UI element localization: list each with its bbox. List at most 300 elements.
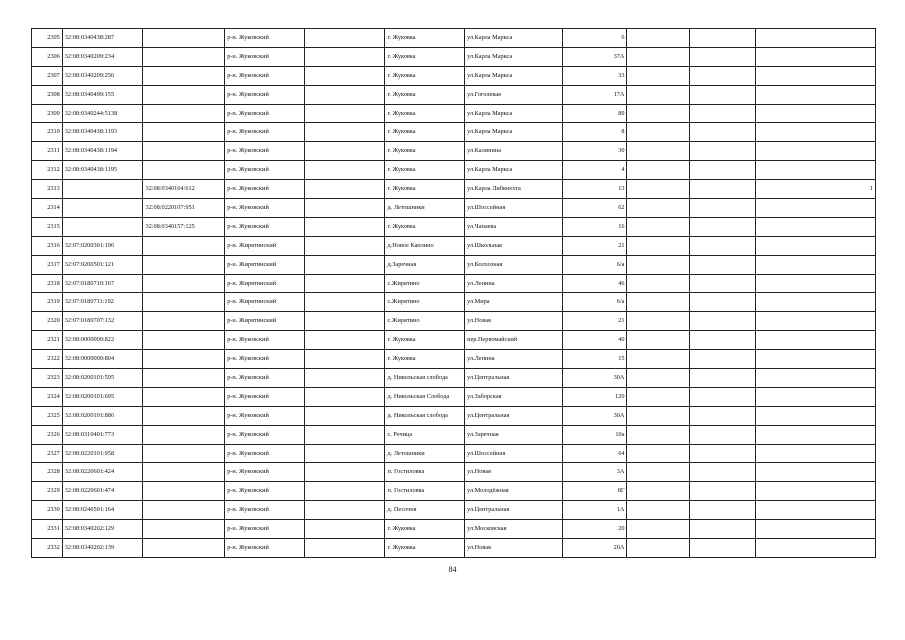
house-number-cell: 30А xyxy=(562,406,627,425)
cadastral-number-cell xyxy=(62,180,143,199)
settlement-cell: г. Жуковка xyxy=(385,47,465,66)
street-cell: ул.Калинина xyxy=(465,142,563,161)
table-row xyxy=(32,29,876,48)
district-cell: р-н. Жуковский xyxy=(225,199,305,218)
count-cell xyxy=(755,161,875,180)
empty-cell xyxy=(304,350,385,369)
cadastral-number-cell: 32:08:0340438:287 xyxy=(62,29,143,48)
house-number-cell: 4 xyxy=(562,161,627,180)
table-row xyxy=(32,482,876,501)
empty-cell xyxy=(627,199,690,218)
empty-cell xyxy=(627,369,690,388)
house-number-cell: 62 xyxy=(562,199,627,218)
district-cell: р-н. Жирятинский xyxy=(225,236,305,255)
street-cell: ул.Карла Маркса xyxy=(465,66,563,85)
row-number-cell: 2325 xyxy=(32,406,63,425)
empty-cell xyxy=(304,217,385,236)
cadastral-number-cell: 32:08:0000000:804 xyxy=(62,350,143,369)
cadastral-number-cell: 32:08:0200101:695 xyxy=(62,387,143,406)
district-cell: р-н. Жуковский xyxy=(225,123,305,142)
street-cell: ул.Заречная xyxy=(465,425,563,444)
empty-cell xyxy=(304,236,385,255)
empty-cell xyxy=(690,47,756,66)
house-number-cell: 33 xyxy=(562,66,627,85)
settlement-cell: г. Жуковка xyxy=(385,66,465,85)
house-number-cell: 8Г xyxy=(562,482,627,501)
empty-cell xyxy=(690,331,756,350)
settlement-cell: г. Жуковка xyxy=(385,142,465,161)
street-cell: ул.Чапаева xyxy=(465,217,563,236)
row-number-cell: 2321 xyxy=(32,331,63,350)
cadastral-number-alt-cell xyxy=(143,463,225,482)
settlement-cell: д. Никольская слобода xyxy=(385,369,465,388)
cadastral-number-alt-cell xyxy=(143,482,225,501)
table-row xyxy=(32,217,876,236)
empty-cell xyxy=(304,29,385,48)
cadastral-number-cell xyxy=(62,217,143,236)
district-cell: р-н. Жуковский xyxy=(225,217,305,236)
settlement-cell: г. Жуковка xyxy=(385,123,465,142)
count-cell xyxy=(755,387,875,406)
empty-cell xyxy=(627,520,690,539)
cadastral-number-alt-cell xyxy=(143,274,225,293)
empty-cell xyxy=(304,482,385,501)
settlement-cell: с.Жирятино xyxy=(385,312,465,331)
district-cell: р-н. Жуковский xyxy=(225,463,305,482)
empty-cell xyxy=(304,501,385,520)
count-cell xyxy=(755,47,875,66)
table-row xyxy=(32,274,876,293)
cadastral-number-alt-cell xyxy=(143,236,225,255)
cadastral-number-alt-cell xyxy=(143,520,225,539)
house-number-cell: 6/а xyxy=(562,255,627,274)
cadastral-number-alt-cell xyxy=(143,331,225,350)
empty-cell xyxy=(690,29,756,48)
cadastral-number-cell: 32:08:0310401:773 xyxy=(62,425,143,444)
empty-cell xyxy=(627,104,690,123)
count-cell xyxy=(755,406,875,425)
empty-cell xyxy=(690,180,756,199)
street-cell: ул.Карла Маркса xyxy=(465,104,563,123)
cadastral-number-cell: 32:08:0200101:595 xyxy=(62,369,143,388)
row-number-cell: 2328 xyxy=(32,463,63,482)
cadastral-number-cell: 32:08:0220601:424 xyxy=(62,463,143,482)
count-cell xyxy=(755,501,875,520)
street-cell: ул.Московская xyxy=(465,520,563,539)
table-row xyxy=(32,369,876,388)
empty-cell xyxy=(627,217,690,236)
house-number-cell: 21 xyxy=(562,312,627,331)
district-cell: р-н. Жуковский xyxy=(225,66,305,85)
count-cell xyxy=(755,274,875,293)
row-number-cell: 2331 xyxy=(32,520,63,539)
count-cell xyxy=(755,463,875,482)
register-table xyxy=(31,28,876,558)
empty-cell xyxy=(627,255,690,274)
empty-cell xyxy=(304,142,385,161)
table-row xyxy=(32,104,876,123)
street-cell: ул.Центральная xyxy=(465,406,563,425)
cadastral-number-alt-cell xyxy=(143,85,225,104)
street-cell: ул.Школьная xyxy=(465,236,563,255)
row-number-cell: 2308 xyxy=(32,85,63,104)
row-number-cell: 2309 xyxy=(32,104,63,123)
row-number-cell: 2320 xyxy=(32,312,63,331)
count-cell xyxy=(755,425,875,444)
house-number-cell: 13 xyxy=(562,180,627,199)
house-number-cell: 30 xyxy=(562,142,627,161)
empty-cell xyxy=(627,161,690,180)
district-cell: р-н. Жуковский xyxy=(225,104,305,123)
row-number-cell: 2313 xyxy=(32,180,63,199)
district-cell: р-н. Жуковский xyxy=(225,29,305,48)
settlement-cell: с. Речица xyxy=(385,425,465,444)
district-cell: р-н. Жирятинский xyxy=(225,255,305,274)
cadastral-number-alt-cell xyxy=(143,501,225,520)
empty-cell xyxy=(690,539,756,558)
cadastral-number-cell: 32:08:0340202:129 xyxy=(62,520,143,539)
count-cell xyxy=(755,104,875,123)
empty-cell xyxy=(627,350,690,369)
table-row xyxy=(32,236,876,255)
street-cell: ул.Ленина xyxy=(465,274,563,293)
cadastral-number-cell: 32:08:0340244:5138 xyxy=(62,104,143,123)
district-cell: р-н. Жуковский xyxy=(225,161,305,180)
table-row xyxy=(32,331,876,350)
cadastral-number-alt-cell xyxy=(143,312,225,331)
row-number-cell: 2318 xyxy=(32,274,63,293)
empty-cell xyxy=(627,463,690,482)
cadastral-number-cell: 32:08:0340499:155 xyxy=(62,85,143,104)
cadastral-number-alt-cell xyxy=(143,161,225,180)
house-number-cell: 6/а xyxy=(562,293,627,312)
count-cell xyxy=(755,520,875,539)
settlement-cell: г. Жуковка xyxy=(385,180,465,199)
street-cell: ул.Мира xyxy=(465,293,563,312)
cadastral-number-alt-cell xyxy=(143,406,225,425)
count-cell xyxy=(755,255,875,274)
row-number-cell: 2306 xyxy=(32,47,63,66)
house-number-cell: 30А xyxy=(562,369,627,388)
cadastral-number-alt-cell xyxy=(143,350,225,369)
house-number-cell: 17А xyxy=(562,85,627,104)
empty-cell xyxy=(690,199,756,218)
street-cell: ул.Молодёжная xyxy=(465,482,563,501)
empty-cell xyxy=(690,161,756,180)
empty-cell xyxy=(690,387,756,406)
table-row xyxy=(32,47,876,66)
cadastral-number-alt-cell xyxy=(143,123,225,142)
street-cell: ул.Карла Либкнехта xyxy=(465,180,563,199)
district-cell: р-н. Жуковский xyxy=(225,387,305,406)
table-row xyxy=(32,199,876,218)
empty-cell xyxy=(304,293,385,312)
district-cell: р-н. Жуковский xyxy=(225,350,305,369)
cadastral-number-alt-cell xyxy=(143,369,225,388)
cadastral-number-alt-cell xyxy=(143,255,225,274)
row-number-cell: 2315 xyxy=(32,217,63,236)
house-number-cell: 64 xyxy=(562,444,627,463)
settlement-cell: д. Летошники xyxy=(385,444,465,463)
empty-cell xyxy=(304,274,385,293)
table-row xyxy=(32,161,876,180)
row-number-cell: 2322 xyxy=(32,350,63,369)
settlement-cell: д.Заречная xyxy=(385,255,465,274)
street-cell: ул.Карла Маркса xyxy=(465,29,563,48)
empty-cell xyxy=(304,161,385,180)
cadastral-number-alt-cell xyxy=(143,104,225,123)
empty-cell xyxy=(627,274,690,293)
empty-cell xyxy=(627,312,690,331)
settlement-cell: д. Никольская слобода xyxy=(385,406,465,425)
empty-cell xyxy=(304,539,385,558)
house-number-cell: 3А xyxy=(562,463,627,482)
street-cell: ул.Карла Маркса xyxy=(465,161,563,180)
district-cell: р-н. Жуковский xyxy=(225,501,305,520)
settlement-cell: д.Новое Каплино xyxy=(385,236,465,255)
cadastral-number-cell: 32:07:0200301:196 xyxy=(62,236,143,255)
empty-cell xyxy=(304,47,385,66)
settlement-cell: г. Жуковка xyxy=(385,161,465,180)
district-cell: р-н. Жуковский xyxy=(225,47,305,66)
cadastral-number-alt-cell xyxy=(143,444,225,463)
table-row xyxy=(32,406,876,425)
empty-cell xyxy=(627,293,690,312)
empty-cell xyxy=(304,463,385,482)
count-cell xyxy=(755,293,875,312)
settlement-cell: г. Жуковка xyxy=(385,104,465,123)
house-number-cell: 89 xyxy=(562,104,627,123)
empty-cell xyxy=(690,482,756,501)
count-cell xyxy=(755,123,875,142)
table-row xyxy=(32,85,876,104)
house-number-cell: 20 xyxy=(562,520,627,539)
row-number-cell: 2314 xyxy=(32,199,63,218)
empty-cell xyxy=(304,85,385,104)
row-number-cell: 2316 xyxy=(32,236,63,255)
house-number-cell: 1А xyxy=(562,501,627,520)
settlement-cell: г. Жуковка xyxy=(385,331,465,350)
cadastral-number-alt-cell xyxy=(143,66,225,85)
district-cell: р-н. Жуковский xyxy=(225,520,305,539)
settlement-cell: г. Жуковка xyxy=(385,29,465,48)
cadastral-number-alt-cell xyxy=(143,539,225,558)
cadastral-number-cell: 32:08:0220601:474 xyxy=(62,482,143,501)
table-row xyxy=(32,312,876,331)
empty-cell xyxy=(304,425,385,444)
house-number-cell: 10а xyxy=(562,425,627,444)
cadastral-number-cell: 32:08:0220101:958 xyxy=(62,444,143,463)
street-cell: ул.Центральная xyxy=(465,501,563,520)
table-row xyxy=(32,520,876,539)
house-number-cell: 40 xyxy=(562,331,627,350)
district-cell: р-н. Жуковский xyxy=(225,85,305,104)
house-number-cell: 37А xyxy=(562,47,627,66)
empty-cell xyxy=(690,463,756,482)
cadastral-number-alt-cell xyxy=(143,29,225,48)
empty-cell xyxy=(690,293,756,312)
district-cell: р-н. Жирятинский xyxy=(225,274,305,293)
count-cell xyxy=(755,236,875,255)
house-number-cell: 6 xyxy=(562,29,627,48)
empty-cell xyxy=(627,85,690,104)
cadastral-number-cell xyxy=(62,199,143,218)
street-cell: ул.Шоссейная xyxy=(465,199,563,218)
settlement-cell: г. Жуковка xyxy=(385,85,465,104)
table-row xyxy=(32,123,876,142)
street-cell: ул.Новая xyxy=(465,312,563,331)
empty-cell xyxy=(627,123,690,142)
table-row xyxy=(32,463,876,482)
street-cell: ул.Новая xyxy=(465,539,563,558)
cadastral-number-cell: 32:08:0240501:164 xyxy=(62,501,143,520)
empty-cell xyxy=(690,104,756,123)
empty-cell xyxy=(627,180,690,199)
table-row xyxy=(32,539,876,558)
count-cell xyxy=(755,66,875,85)
table-row xyxy=(32,350,876,369)
street-cell: ул.Карла Маркса xyxy=(465,123,563,142)
empty-cell xyxy=(690,520,756,539)
settlement-cell: с.Жирятино xyxy=(385,274,465,293)
row-number-cell: 2307 xyxy=(32,66,63,85)
street-cell: ул.Карла Маркса xyxy=(465,47,563,66)
empty-cell xyxy=(304,406,385,425)
count-cell xyxy=(755,217,875,236)
house-number-cell: 20А xyxy=(562,539,627,558)
row-number-cell: 2324 xyxy=(32,387,63,406)
house-number-cell: 21 xyxy=(562,236,627,255)
table-row xyxy=(32,501,876,520)
empty-cell xyxy=(690,66,756,85)
row-number-cell: 2329 xyxy=(32,482,63,501)
empty-cell xyxy=(304,255,385,274)
page-number: 84 xyxy=(448,565,457,574)
empty-cell xyxy=(627,425,690,444)
district-cell: р-н. Жуковский xyxy=(225,406,305,425)
row-number-cell: 2311 xyxy=(32,142,63,161)
table-row xyxy=(32,66,876,85)
empty-cell xyxy=(690,142,756,161)
cadastral-number-cell: 32:07:0200501:121 xyxy=(62,255,143,274)
cadastral-number-alt-cell: 32:08:0340157:125 xyxy=(143,217,225,236)
empty-cell xyxy=(690,255,756,274)
row-number-cell: 2326 xyxy=(32,425,63,444)
table-row xyxy=(32,180,876,199)
table-row xyxy=(32,255,876,274)
cadastral-number-cell: 32:08:0340438:1193 xyxy=(62,123,143,142)
table-row xyxy=(32,293,876,312)
empty-cell xyxy=(627,539,690,558)
empty-cell xyxy=(690,501,756,520)
empty-cell xyxy=(690,444,756,463)
empty-cell xyxy=(627,29,690,48)
cadastral-number-alt-cell xyxy=(143,47,225,66)
cadastral-number-alt-cell xyxy=(143,293,225,312)
district-cell: р-н. Жуковский xyxy=(225,142,305,161)
count-cell xyxy=(755,369,875,388)
empty-cell xyxy=(690,312,756,331)
empty-cell xyxy=(627,331,690,350)
count-cell xyxy=(755,539,875,558)
count-cell xyxy=(755,444,875,463)
empty-cell xyxy=(304,66,385,85)
district-cell: р-н. Жуковский xyxy=(225,331,305,350)
table-row xyxy=(32,425,876,444)
empty-cell xyxy=(627,142,690,161)
count-cell: 1 xyxy=(755,180,875,199)
count-cell xyxy=(755,142,875,161)
empty-cell xyxy=(690,350,756,369)
empty-cell xyxy=(627,66,690,85)
settlement-cell: г. Жуковка xyxy=(385,520,465,539)
row-number-cell: 2323 xyxy=(32,369,63,388)
empty-cell xyxy=(304,104,385,123)
empty-cell xyxy=(304,520,385,539)
register-table-body xyxy=(32,29,876,558)
district-cell: р-н. Жуковский xyxy=(225,482,305,501)
street-cell: пер.Первомайский xyxy=(465,331,563,350)
row-number-cell: 2319 xyxy=(32,293,63,312)
empty-cell xyxy=(627,406,690,425)
empty-cell xyxy=(690,85,756,104)
district-cell: р-н. Жуковский xyxy=(225,444,305,463)
empty-cell xyxy=(627,47,690,66)
street-cell: ул.Ленина xyxy=(465,350,563,369)
settlement-cell: г. Жуковка xyxy=(385,350,465,369)
empty-cell xyxy=(690,406,756,425)
district-cell: р-н. Жуковский xyxy=(225,369,305,388)
settlement-cell: г. Жуковка xyxy=(385,539,465,558)
row-number-cell: 2310 xyxy=(32,123,63,142)
empty-cell xyxy=(690,369,756,388)
settlement-cell: с.Жирятино xyxy=(385,293,465,312)
street-cell: ул.Новая xyxy=(465,463,563,482)
empty-cell xyxy=(627,236,690,255)
row-number-cell: 2330 xyxy=(32,501,63,520)
count-cell xyxy=(755,312,875,331)
empty-cell xyxy=(690,274,756,293)
count-cell xyxy=(755,482,875,501)
empty-cell xyxy=(627,444,690,463)
cadastral-number-alt-cell: 32:08:0220107:951 xyxy=(143,199,225,218)
empty-cell xyxy=(690,123,756,142)
cadastral-number-cell: 32:07:0180707:132 xyxy=(62,312,143,331)
empty-cell xyxy=(304,180,385,199)
cadastral-number-cell: 32:08:0340438:1194 xyxy=(62,142,143,161)
empty-cell xyxy=(627,501,690,520)
settlement-cell: д. Никольская Слобода xyxy=(385,387,465,406)
house-number-cell: 8 xyxy=(562,123,627,142)
cadastral-number-alt-cell xyxy=(143,425,225,444)
street-cell: ул.Гоголевая xyxy=(465,85,563,104)
table-row xyxy=(32,387,876,406)
house-number-cell: 46 xyxy=(562,274,627,293)
cadastral-number-alt-cell xyxy=(143,387,225,406)
empty-cell xyxy=(304,331,385,350)
district-cell: р-н. Жирятинский xyxy=(225,293,305,312)
row-number-cell: 2312 xyxy=(32,161,63,180)
cadastral-number-alt-cell: 32:08:0340164:612 xyxy=(143,180,225,199)
street-cell: ул.Заборская xyxy=(465,387,563,406)
row-number-cell: 2317 xyxy=(32,255,63,274)
cadastral-number-cell: 32:07:0180710:167 xyxy=(62,274,143,293)
count-cell xyxy=(755,29,875,48)
table-row xyxy=(32,142,876,161)
empty-cell xyxy=(304,369,385,388)
count-cell xyxy=(755,350,875,369)
cadastral-number-alt-cell xyxy=(143,142,225,161)
